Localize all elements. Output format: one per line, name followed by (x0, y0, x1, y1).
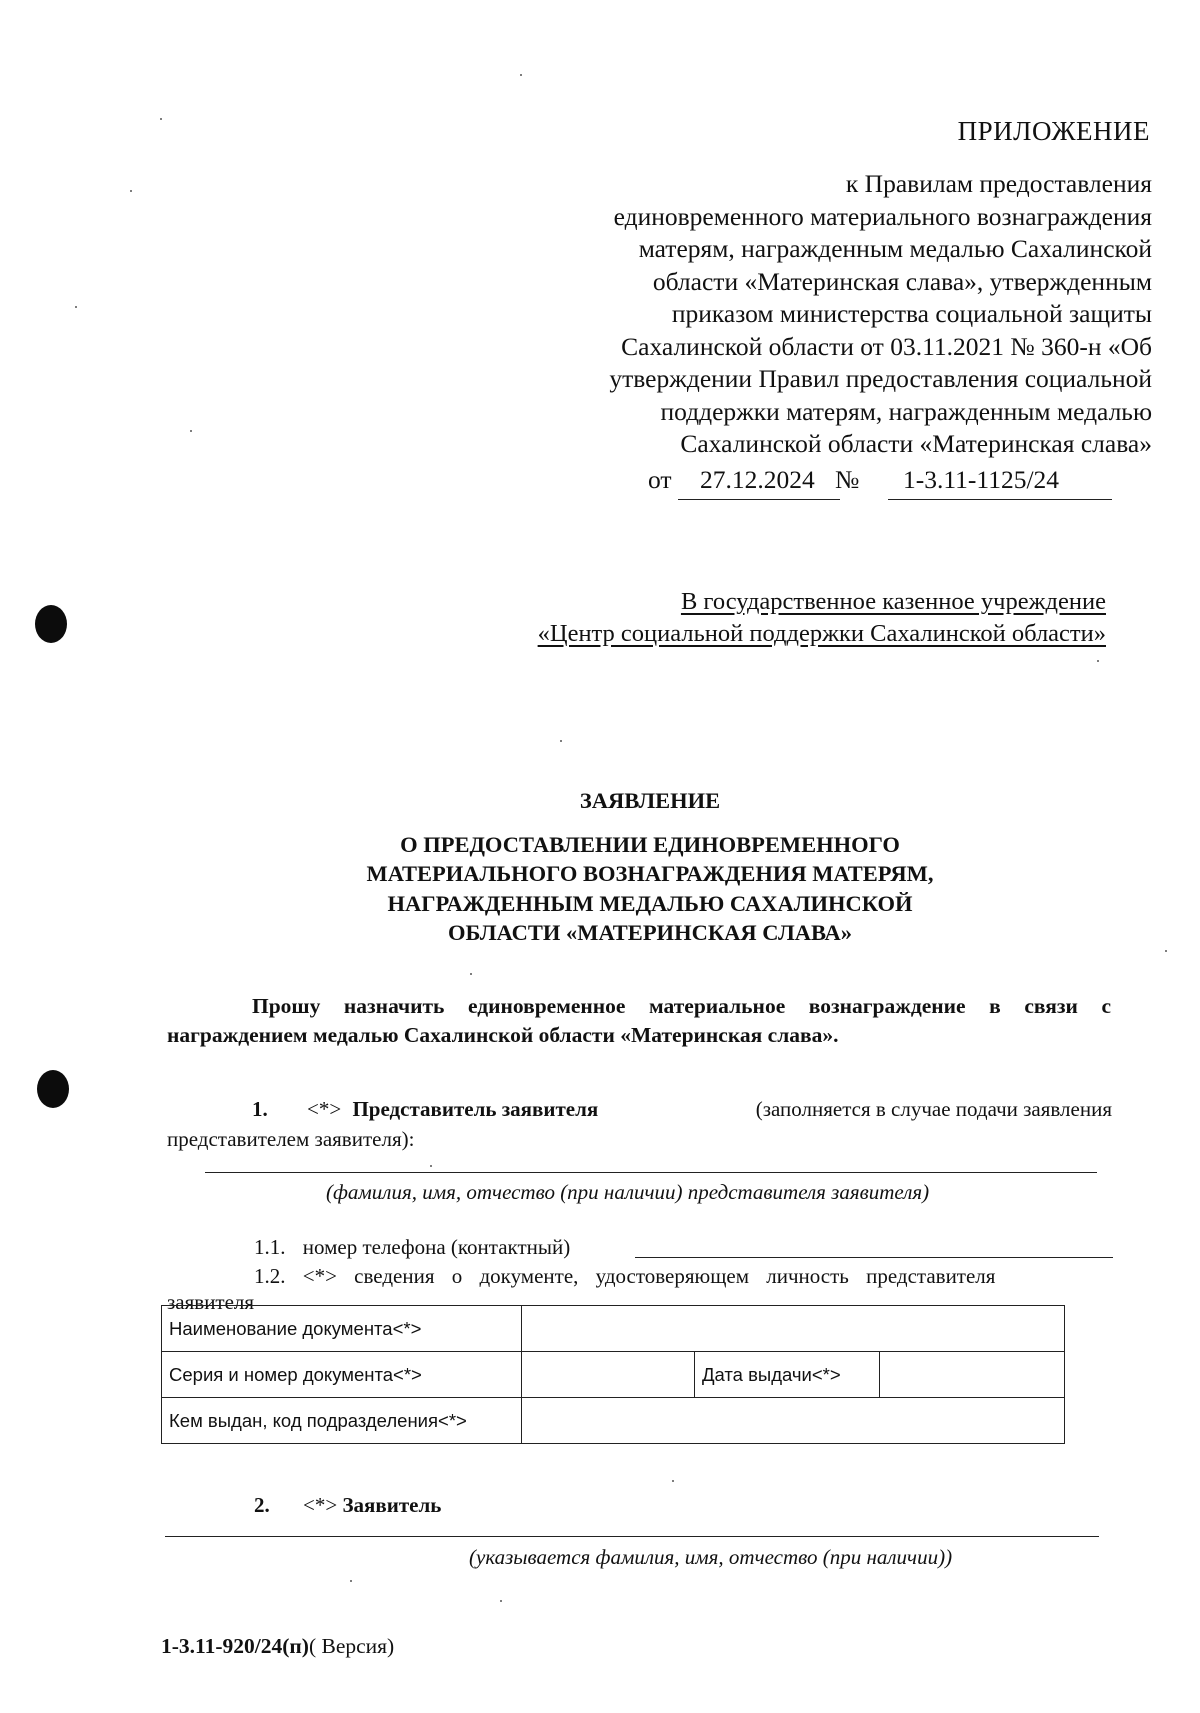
hole-punch-mark (37, 1070, 69, 1108)
table-row (162, 1352, 1065, 1398)
order-date: 27.12.2024 (700, 465, 815, 494)
applicant-name-field[interactable] (165, 1536, 1099, 1537)
doc-info-row (254, 1264, 1112, 1289)
section-number: 2. (254, 1493, 270, 1517)
addressee (538, 586, 1106, 650)
addressee-line: «Центр социальной поддержки Сахалинской области» (537, 620, 1106, 647)
representative-name-caption: (фамилия, имя, отчество (при наличии) представителя заявителя) (326, 1180, 930, 1204)
appendix-heading: ПРИЛОЖЕНИЕ (957, 116, 1150, 146)
title-line: О ПРЕДОСТАВЛЕНИИ ЕДИНОВРЕМЕННОГО (400, 831, 900, 857)
required-marker: <*> (303, 1493, 338, 1517)
appendix-line: матерям, награжденным медалью Сахалинской (638, 234, 1152, 263)
order-reference (648, 465, 1108, 501)
required-marker: <*> (307, 1097, 342, 1121)
doc-name-field[interactable] (522, 1306, 1065, 1352)
document-code: 1-3.11-920/24(п) (161, 1634, 309, 1658)
series-field[interactable] (522, 1352, 695, 1398)
table-row (162, 1306, 1065, 1352)
appendix-line: к Правилам предоставления (845, 169, 1152, 198)
section-2-header (254, 1493, 441, 1518)
section-note: (заполняется в случае подачи заявления (755, 1097, 1112, 1121)
section-heading: Представитель заявителя (352, 1097, 599, 1121)
doc-info-label: <*> сведения о документе, удостоверяющем личность представителя (302, 1264, 996, 1288)
number-underline (888, 499, 1112, 500)
section-heading: Заявитель (342, 1493, 442, 1517)
request-intro: Прошу назначить единовременное материальное вознаграждение в связи с награждением медалью Сахалинской области «Материнская слава». (167, 994, 1111, 1047)
phone-label: номер телефона (контактный) (302, 1235, 571, 1259)
appendix-line: области «Материнская слава», утвержденным (652, 266, 1152, 296)
table-row (162, 1398, 1065, 1444)
appendix-text (609, 168, 1152, 461)
order-number: 1-3.11-1125/24 (903, 465, 1060, 494)
number-label: № (835, 465, 860, 494)
appendix-line: утверждении Правил предоставления социальной (609, 364, 1152, 393)
identity-document-table (161, 1305, 1065, 1444)
date-underline (678, 499, 840, 500)
document-title (0, 786, 1200, 948)
title-line: МАТЕРИАЛЬНОГО ВОЗНАГРАЖДЕНИЯ МАТЕРЯМ, (366, 861, 934, 886)
section-note-continued: представителем заявителя): (167, 1127, 415, 1151)
from-label: от (648, 465, 672, 494)
title-main: ЗАЯВЛЕНИЕ (579, 788, 721, 813)
title-line: ОБЛАСТИ «МАТЕРИНСКАЯ СЛАВА» (447, 920, 853, 945)
appendix-line: Сахалинской области от 03.11.2021 № 360-н «Об (621, 331, 1152, 361)
appendix-line: Сахалинской области «Материнская слава» (680, 429, 1152, 458)
applicant-name-caption: (указывается фамилия, имя, отчество (при наличии)) (469, 1545, 953, 1569)
issued-by-label: Кем выдан, код подразделения<*> (162, 1398, 522, 1444)
hole-punch-mark (35, 605, 67, 643)
item-number: 1.2. (254, 1264, 286, 1288)
appendix-line: приказом министерства социальной защиты (671, 299, 1152, 328)
document-version: ( Версия) (308, 1634, 395, 1658)
item-number: 1.1. (254, 1235, 286, 1259)
issue-date-field[interactable] (880, 1352, 1065, 1398)
section-number: 1. (252, 1097, 268, 1121)
series-label: Серия и номер документа<*> (162, 1352, 522, 1398)
addressee-line: В государственное казенное учреждение (680, 588, 1106, 615)
doc-info-label-continued: заявителя (167, 1290, 255, 1314)
appendix-line: единовременного материального вознаграждения (613, 201, 1152, 231)
representative-name-field[interactable] (205, 1172, 1097, 1173)
document-footer (161, 1634, 394, 1659)
phone-input-field[interactable] (635, 1257, 1113, 1258)
appendix-line: поддержки матерям, награжденным медалью (660, 396, 1152, 426)
section-1-header (252, 1097, 1112, 1122)
issued-by-field[interactable] (522, 1398, 1065, 1444)
issue-date-label: Дата выдачи<*> (695, 1352, 880, 1398)
title-line: НАГРАЖДЕННЫМ МЕДАЛЬЮ САХАЛИНСКОЙ (387, 890, 913, 916)
phone-row (254, 1235, 570, 1260)
doc-name-label: Наименование документа<*> (162, 1306, 522, 1352)
